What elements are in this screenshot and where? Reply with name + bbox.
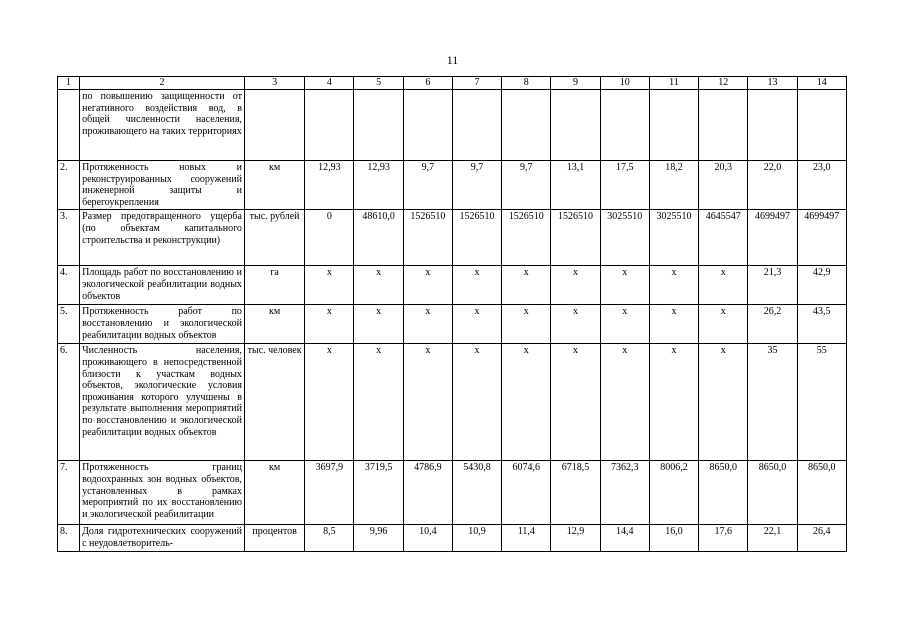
- value-cell: 4699497: [797, 210, 846, 266]
- value-cell: 4645547: [699, 210, 748, 266]
- value-cell: 8650,0: [797, 461, 846, 525]
- value-cell: 0: [305, 210, 354, 266]
- unit-of-measure: га: [244, 266, 304, 305]
- value-cell: 9,7: [452, 161, 501, 210]
- unit-of-measure: тыс. рублей: [244, 210, 304, 266]
- value-cell: 4699497: [748, 210, 797, 266]
- value-cell: 10,4: [403, 525, 452, 551]
- unit-of-measure: км: [244, 305, 304, 344]
- value-cell: 1526510: [452, 210, 501, 266]
- value-cell: 6074,6: [502, 461, 551, 525]
- indicator-name: Доля гидротехнических сооружений с неудовлетворитель-: [80, 525, 245, 551]
- value-cell: 12,9: [551, 525, 600, 551]
- value-cell: 55: [797, 344, 846, 461]
- value-cell: х: [600, 305, 649, 344]
- value-cell: 17,6: [699, 525, 748, 551]
- indicator-name: Протяженность новых и реконструированных сооружений инженерной защиты и берегоукрепления: [80, 161, 245, 210]
- value-cell: 18,2: [649, 161, 698, 210]
- value-cell: 42,9: [797, 266, 846, 305]
- value-cell: [600, 90, 649, 161]
- row-number: 2.: [58, 161, 80, 210]
- value-cell: [305, 90, 354, 161]
- table-row: [58, 266, 847, 305]
- column-number-header: 5: [354, 77, 403, 90]
- table-row: [58, 90, 847, 161]
- row-number: 8.: [58, 525, 80, 551]
- value-cell: 26,2: [748, 305, 797, 344]
- value-cell: 16,0: [649, 525, 698, 551]
- value-cell: 48610,0: [354, 210, 403, 266]
- column-number-header: 4: [305, 77, 354, 90]
- column-number-header: 14: [797, 77, 846, 90]
- table-row: [58, 525, 847, 551]
- value-cell: х: [551, 305, 600, 344]
- value-cell: х: [502, 344, 551, 461]
- value-cell: х: [305, 305, 354, 344]
- unit-of-measure: км: [244, 161, 304, 210]
- indicator-name: Размер предотвращенного ущерба (по объектам капитального строительства и реконструкции): [80, 210, 245, 266]
- column-number-header: 6: [403, 77, 452, 90]
- column-number-header: 11: [649, 77, 698, 90]
- value-cell: 22,0: [748, 161, 797, 210]
- column-number-header: 12: [699, 77, 748, 90]
- row-number: 6.: [58, 344, 80, 461]
- value-cell: [403, 90, 452, 161]
- value-cell: [649, 90, 698, 161]
- value-cell: х: [551, 266, 600, 305]
- value-cell: 8650,0: [699, 461, 748, 525]
- table-row: [58, 461, 847, 525]
- unit-of-measure: км: [244, 461, 304, 525]
- value-cell: 3025510: [649, 210, 698, 266]
- table-row: [58, 305, 847, 344]
- page-number: 11: [446, 53, 459, 67]
- value-cell: х: [699, 305, 748, 344]
- value-cell: 14,4: [600, 525, 649, 551]
- unit-of-measure: процентов: [244, 525, 304, 551]
- value-cell: х: [699, 266, 748, 305]
- value-cell: 12,93: [305, 161, 354, 210]
- row-number: [58, 90, 80, 161]
- value-cell: 8006,2: [649, 461, 698, 525]
- value-cell: х: [600, 344, 649, 461]
- value-cell: х: [403, 305, 452, 344]
- value-cell: 4786,9: [403, 461, 452, 525]
- unit-of-measure: тыс. человек: [244, 344, 304, 461]
- value-cell: 3719,5: [354, 461, 403, 525]
- value-cell: 23,0: [797, 161, 846, 210]
- value-cell: 6718,5: [551, 461, 600, 525]
- unit-of-measure: [244, 90, 304, 161]
- value-cell: 3697,9: [305, 461, 354, 525]
- value-cell: 10,9: [452, 525, 501, 551]
- value-cell: 1526510: [403, 210, 452, 266]
- value-cell: 21,3: [748, 266, 797, 305]
- indicator-name: по повышению защищенности от негативного воздействия вод, в общей численности населения, проживающего на таких территориях: [80, 90, 245, 161]
- value-cell: 35: [748, 344, 797, 461]
- value-cell: 26,4: [797, 525, 846, 551]
- indicator-name: Протяженность работ по восстановлению и экологической реабилитации водных объектов: [80, 305, 245, 344]
- column-number-header: 10: [600, 77, 649, 90]
- value-cell: 1526510: [551, 210, 600, 266]
- value-cell: [551, 90, 600, 161]
- column-number-header: 1: [58, 77, 80, 90]
- value-cell: х: [354, 266, 403, 305]
- value-cell: 7362,3: [600, 461, 649, 525]
- indicator-name: Численность населения, проживающего в непосредственной близости к участкам водных объектов, экологические условия проживания которого улучшены в результате выполнения мероприятий по восстановлению и экологической реабилитации водных объектов: [80, 344, 245, 461]
- row-number: 7.: [58, 461, 80, 525]
- value-cell: 17,5: [600, 161, 649, 210]
- value-cell: х: [354, 344, 403, 461]
- table-body: [58, 77, 847, 552]
- value-cell: х: [403, 344, 452, 461]
- value-cell: х: [502, 305, 551, 344]
- column-number-header: 7: [452, 77, 501, 90]
- indicator-name: Площадь работ по восстановлению и экологической реабилитации водных объектов: [80, 266, 245, 305]
- value-cell: 43,5: [797, 305, 846, 344]
- value-cell: 9,96: [354, 525, 403, 551]
- value-cell: х: [452, 344, 501, 461]
- value-cell: х: [649, 266, 698, 305]
- value-cell: х: [403, 266, 452, 305]
- indicator-name: Протяженность границ водоохранных зон водных объектов, установленных в рамках мероприятий по их восстановлению и экологической реабилитации: [80, 461, 245, 525]
- value-cell: х: [452, 266, 501, 305]
- column-number-header: 8: [502, 77, 551, 90]
- value-cell: [797, 90, 846, 161]
- indicators-table: [57, 76, 847, 552]
- column-number-header: 3: [244, 77, 304, 90]
- column-number-header: 13: [748, 77, 797, 90]
- value-cell: 5430,8: [452, 461, 501, 525]
- column-number-header: 9: [551, 77, 600, 90]
- value-cell: х: [502, 266, 551, 305]
- column-number-header: 2: [80, 77, 245, 90]
- value-cell: 20,3: [699, 161, 748, 210]
- row-number: 3.: [58, 210, 80, 266]
- value-cell: х: [452, 305, 501, 344]
- value-cell: х: [305, 344, 354, 461]
- value-cell: х: [551, 344, 600, 461]
- value-cell: 11,4: [502, 525, 551, 551]
- value-cell: х: [305, 266, 354, 305]
- value-cell: х: [649, 344, 698, 461]
- value-cell: 9,7: [502, 161, 551, 210]
- value-cell: 8,5: [305, 525, 354, 551]
- value-cell: [699, 90, 748, 161]
- value-cell: 12,93: [354, 161, 403, 210]
- value-cell: [748, 90, 797, 161]
- value-cell: 13,1: [551, 161, 600, 210]
- value-cell: 9,7: [403, 161, 452, 210]
- table-row: [58, 344, 847, 461]
- value-cell: х: [649, 305, 698, 344]
- row-number: 5.: [58, 305, 80, 344]
- row-number: 4.: [58, 266, 80, 305]
- table-header-row: [58, 77, 847, 90]
- table-row: [58, 161, 847, 210]
- value-cell: 3025510: [600, 210, 649, 266]
- value-cell: 8650,0: [748, 461, 797, 525]
- value-cell: х: [600, 266, 649, 305]
- table-row: [58, 210, 847, 266]
- value-cell: х: [699, 344, 748, 461]
- value-cell: [452, 90, 501, 161]
- value-cell: [354, 90, 403, 161]
- value-cell: 1526510: [502, 210, 551, 266]
- value-cell: 22,1: [748, 525, 797, 551]
- value-cell: х: [354, 305, 403, 344]
- value-cell: [502, 90, 551, 161]
